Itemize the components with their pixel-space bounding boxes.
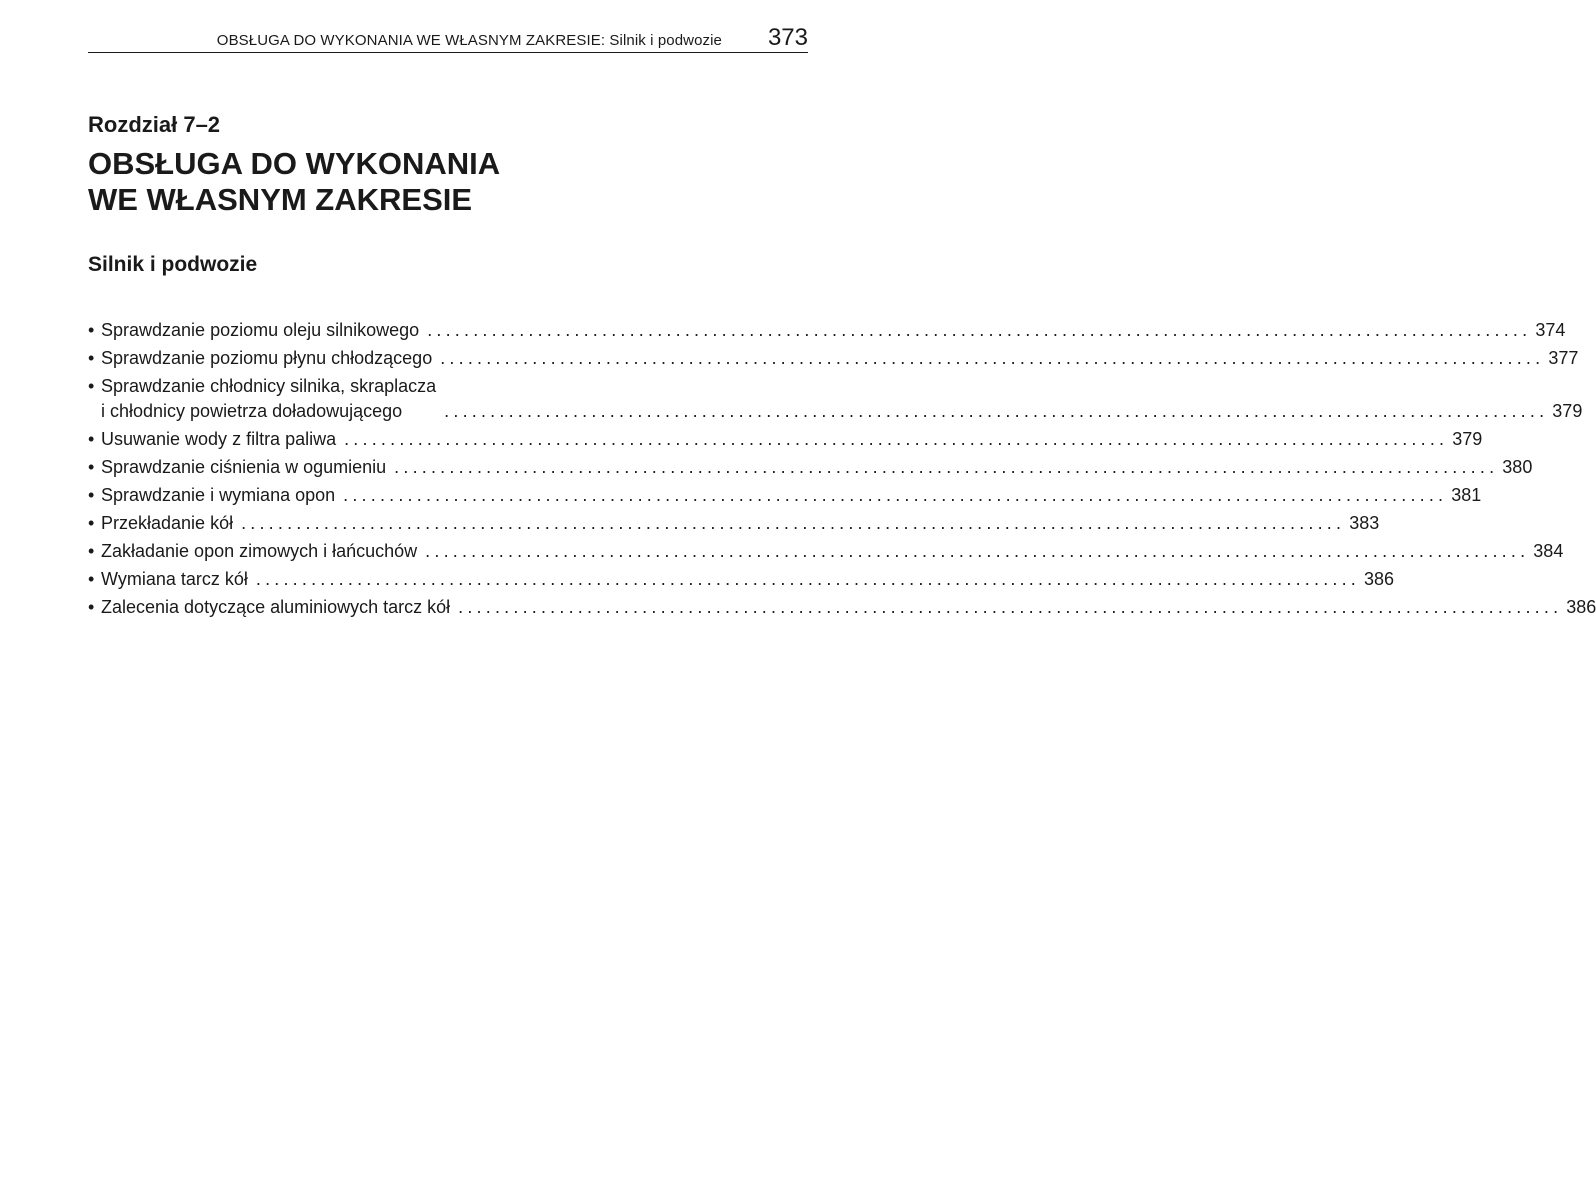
bullet: • bbox=[88, 513, 95, 533]
bullet: • bbox=[88, 429, 95, 449]
toc-entry[interactable] bbox=[88, 483, 1482, 508]
toc-entry-page: 386 bbox=[1364, 569, 1395, 589]
bullet: • bbox=[88, 457, 95, 477]
toc-entry[interactable] bbox=[88, 374, 1583, 424]
toc-entry-line: Przekładanie kół bbox=[101, 513, 234, 533]
toc-entry-title bbox=[101, 483, 335, 508]
running-header bbox=[88, 22, 808, 53]
toc-entry-title bbox=[101, 318, 419, 343]
bullet: • bbox=[88, 485, 95, 505]
bullet: • bbox=[88, 541, 95, 561]
toc-entry-page: 380 bbox=[1502, 457, 1533, 477]
running-title: OBSŁUGA DO WYKONANIA WE WŁASNYM ZAKRESIE: Silnik i podwozie bbox=[216, 32, 722, 49]
toc-entry-line: Sprawdzanie i wymiana opon bbox=[101, 485, 336, 505]
toc-entry-page: 379 bbox=[1452, 429, 1483, 449]
toc-entry-line: Usuwanie wody z filtra paliwa bbox=[101, 429, 337, 449]
dot-leader: ........................................................................................................................ bbox=[241, 513, 1346, 533]
dot-leader: ........................................................................................................................ bbox=[427, 320, 1532, 340]
toc-entry[interactable] bbox=[88, 539, 1564, 564]
toc-entry-title bbox=[101, 455, 386, 480]
dot-leader: ........................................................................................................................ bbox=[458, 597, 1563, 617]
toc-entry-line: Sprawdzanie poziomu płynu chłodzącego bbox=[101, 348, 433, 368]
bullet: • bbox=[88, 348, 95, 368]
toc-entry-line: Sprawdzanie poziomu oleju silnikowego bbox=[101, 320, 420, 340]
page-number: 373 bbox=[767, 24, 808, 51]
toc-entry-page: 377 bbox=[1548, 348, 1579, 368]
toc-entry-line: i chłodnicy powietrza doładowującego bbox=[101, 401, 403, 421]
toc-entry[interactable] bbox=[88, 346, 1579, 371]
table-of-contents bbox=[88, 318, 1596, 623]
dot-leader: ........................................................................................................................ bbox=[255, 569, 1360, 589]
dot-leader: ........................................................................................................................ bbox=[444, 401, 1549, 421]
section-heading: Silnik i podwozie bbox=[88, 253, 258, 276]
toc-entry-page: 383 bbox=[1349, 513, 1380, 533]
toc-entry-title bbox=[101, 346, 432, 371]
dot-leader: ........................................................................................................................ bbox=[440, 348, 1545, 368]
toc-entry-page: 381 bbox=[1451, 485, 1482, 505]
toc-entry[interactable] bbox=[88, 595, 1596, 620]
dot-leader: ........................................................................................................................ bbox=[344, 429, 1449, 449]
bullet: • bbox=[88, 597, 95, 617]
chapter-title-line-1: OBSŁUGA DO WYKONANIA bbox=[88, 146, 501, 181]
toc-entry-title bbox=[101, 511, 233, 536]
bullet: • bbox=[88, 376, 95, 396]
toc-entry-page: 384 bbox=[1533, 541, 1564, 561]
toc-entry[interactable] bbox=[88, 455, 1533, 480]
toc-entry-title bbox=[101, 595, 450, 620]
toc-entry-line: Zakładanie opon zimowych i łańcuchów bbox=[101, 541, 418, 561]
toc-entry-title bbox=[101, 539, 417, 564]
toc-entry-page: 379 bbox=[1552, 401, 1583, 421]
toc-entry-line: Zalecenia dotyczące aluminiowych tarcz kół bbox=[101, 597, 451, 617]
toc-entry-title bbox=[101, 427, 336, 452]
chapter-title bbox=[88, 146, 500, 218]
toc-entry-line: Sprawdzanie ciśnienia w ogumieniu bbox=[101, 457, 387, 477]
toc-entry-title bbox=[101, 567, 248, 592]
toc-entry[interactable] bbox=[88, 567, 1395, 592]
dot-leader: ........................................................................................................................ bbox=[394, 457, 1499, 477]
toc-entry-title bbox=[101, 374, 436, 424]
dot-leader: ........................................................................................................................ bbox=[343, 485, 1448, 505]
chapter-title-line-2: WE WŁASNYM ZAKRESIE bbox=[88, 182, 473, 217]
toc-entry[interactable] bbox=[88, 511, 1380, 536]
bullet: • bbox=[88, 320, 95, 340]
toc-entry-page: 374 bbox=[1535, 320, 1566, 340]
toc-entry-page: 386 bbox=[1566, 597, 1596, 617]
chapter-label: Rozdział 7–2 bbox=[88, 112, 221, 137]
toc-entry-line: Sprawdzanie chłodnicy silnika, skraplacza bbox=[101, 376, 437, 396]
toc-entry[interactable] bbox=[88, 318, 1566, 343]
toc-entry-line: Wymiana tarcz kół bbox=[101, 569, 248, 589]
bullet: • bbox=[88, 569, 95, 589]
toc-entry[interactable] bbox=[88, 427, 1483, 452]
dot-leader: ........................................................................................................................ bbox=[425, 541, 1530, 561]
